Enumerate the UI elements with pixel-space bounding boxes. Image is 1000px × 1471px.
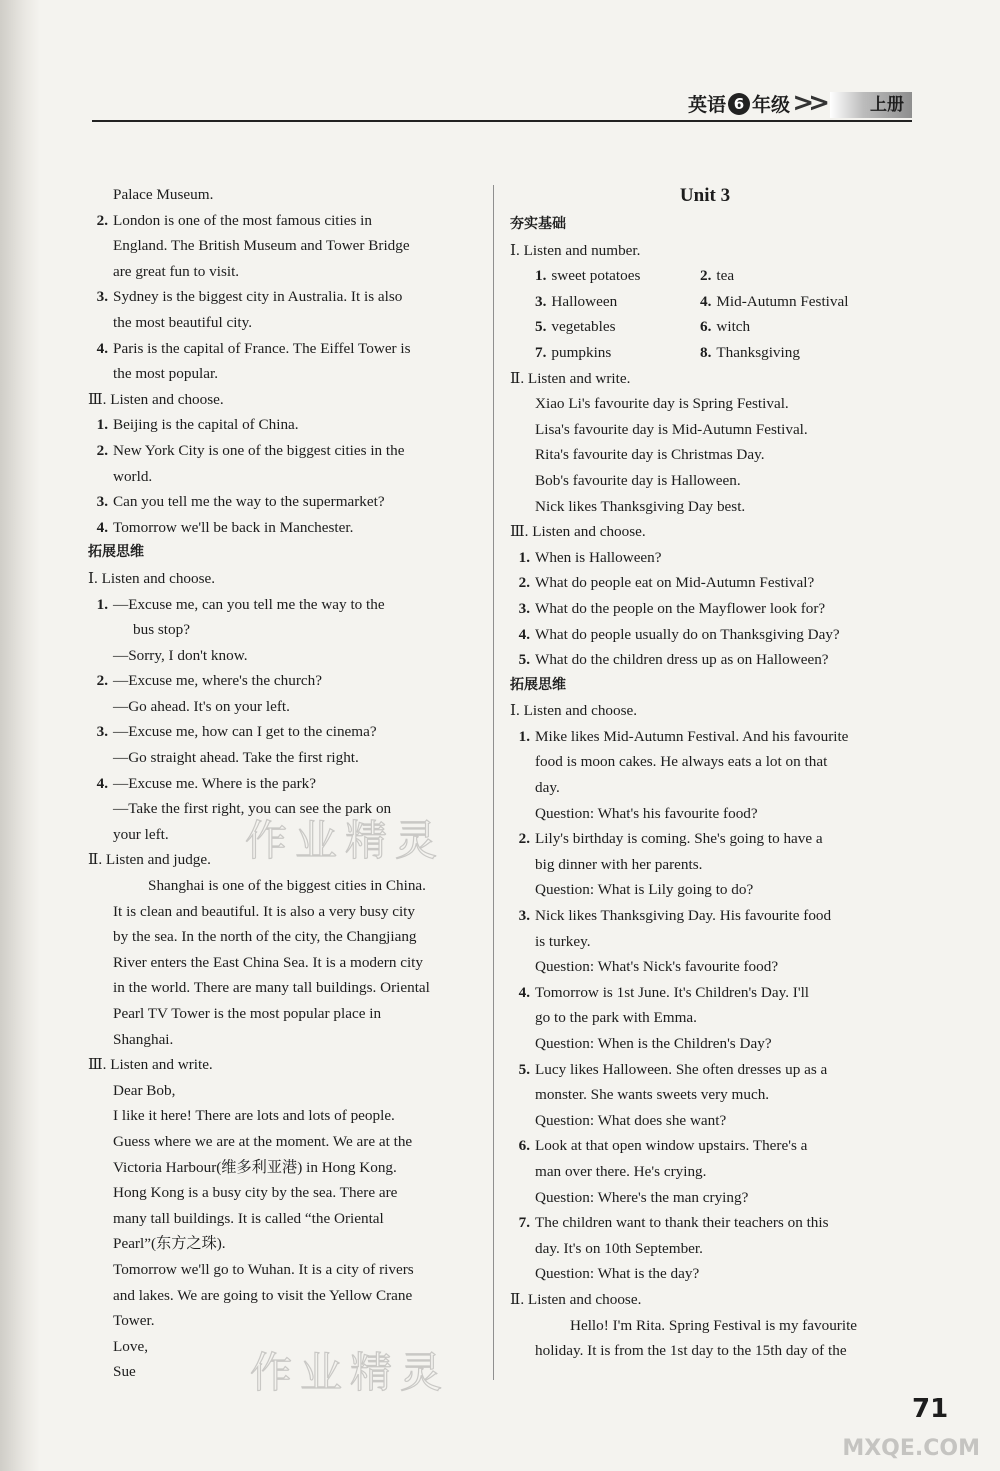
line-text: Ⅲ. Listen and choose. [510, 523, 646, 541]
line-text: —Take the first right, you can see the park on [113, 800, 392, 818]
text-line [510, 1185, 900, 1211]
item-number: 1. [518, 727, 530, 745]
line-text: the most popular. [113, 365, 219, 383]
text-line [88, 412, 478, 438]
line-text: New York City is one of the biggest cities in the [113, 441, 405, 459]
item-number: 1. [535, 267, 547, 285]
grid-row [510, 289, 900, 315]
listen-number-grid [510, 263, 900, 365]
scan-edge [0, 0, 40, 1471]
text-line [510, 877, 900, 903]
item-text: pumpkins [551, 343, 612, 361]
text-line [510, 929, 900, 955]
text-line [88, 361, 478, 387]
item-number: 2. [96, 672, 108, 690]
line-text: —Excuse me, how can I get to the cinema? [113, 723, 377, 741]
line-text: Sydney is the biggest city in Australia. It is also [113, 288, 403, 306]
line-text: Pearl TV Tower is the most popular place in [113, 1005, 382, 1022]
line-text: big dinner with her parents. [535, 855, 703, 873]
item-number: 1. [518, 548, 530, 566]
line-text: The children want to thank their teachers on this [535, 1214, 829, 1232]
item-number: 2. [96, 211, 108, 229]
exercise-heading [510, 366, 900, 392]
page-number: 71 [912, 1394, 949, 1424]
line-text: Question: What does she want? [535, 1111, 727, 1129]
line-text: —Go ahead. It's on your left. [113, 697, 290, 715]
text-line [510, 1313, 900, 1339]
grid-cell [510, 340, 700, 366]
text-line [88, 1283, 478, 1309]
item-number: 2. [700, 267, 712, 285]
text-line [510, 1159, 900, 1185]
line-text: day. [535, 779, 560, 797]
text-line [510, 724, 900, 750]
line-text: Shanghai. [113, 1030, 174, 1048]
column-divider [493, 185, 494, 1380]
item-text: sweet potatoes [551, 267, 641, 285]
item-number: 7. [518, 1214, 530, 1232]
left-column [88, 182, 478, 1385]
text-line [88, 873, 478, 899]
item-number: 3. [518, 599, 530, 617]
item-number: 7. [535, 343, 547, 361]
item-number: 2. [96, 441, 108, 459]
item-number: 5. [535, 318, 547, 336]
text-line [88, 643, 478, 669]
text-line [88, 719, 478, 745]
line-text: Nick likes Thanksgiving Day best. [535, 497, 746, 515]
text-line [88, 310, 478, 336]
line-text: What do the children dress up as on Halloween? [535, 651, 829, 669]
item-number: 4. [96, 774, 108, 792]
text-line [510, 1005, 900, 1031]
text-line [88, 438, 478, 464]
grid-cell [510, 314, 700, 340]
text-line [88, 924, 478, 950]
item-number: 1. [96, 416, 108, 434]
line-text: River enters the East China Sea. It is a modern city [113, 953, 423, 971]
text-line [510, 749, 900, 775]
line-text: by the sea. In the north of the city, the Changjiang [113, 928, 417, 946]
line-text: Question: What is Lily going to do? [535, 881, 754, 899]
text-line [510, 494, 900, 520]
text-line [510, 954, 900, 980]
item-number: 4. [518, 625, 530, 643]
text-line [510, 442, 900, 468]
text-line [510, 1108, 900, 1134]
line-text: 拓展思维 [88, 544, 144, 561]
text-line [510, 775, 900, 801]
line-text: Ⅱ. Listen and choose. [510, 1290, 642, 1308]
watermark-text: 作业精灵 [245, 816, 446, 865]
watermark-text: 作业精灵 [250, 1348, 451, 1397]
line-text: 拓展思维 [510, 676, 566, 693]
right-column-lines [510, 366, 900, 1364]
item-number: 2. [518, 830, 530, 848]
line-text: monster. She wants sweets very much. [535, 1086, 770, 1104]
text-line [510, 1236, 900, 1262]
line-text: Rita's favourite day is Christmas Day. [535, 446, 765, 464]
text-line [510, 980, 900, 1006]
line-text: Tomorrow is 1st June. It's Children's Day. I'll [535, 983, 810, 1001]
item-number: 4. [700, 292, 712, 310]
line-text: holiday. It is from the 1st day to the 15th day of the [535, 1342, 847, 1360]
line-text: Tower. [113, 1312, 155, 1330]
item-number: 6. [700, 318, 712, 336]
section-heading-basic: 夯实基础 [510, 216, 566, 232]
text-line [510, 545, 900, 571]
text-line [88, 208, 478, 234]
line-text: Question: What's Nick's favourite food? [535, 958, 779, 976]
text-line [88, 515, 478, 541]
line-text: Paris is the capital of France. The Eiffel Tower is [113, 339, 411, 357]
text-line [88, 1001, 478, 1027]
line-text: Palace Museum. [113, 186, 214, 203]
text-line [88, 745, 478, 771]
line-text: and lakes. We are going to visit the Yellow Crane [113, 1286, 413, 1304]
text-line [88, 592, 478, 618]
text-line [510, 852, 900, 878]
text-line [88, 668, 478, 694]
item-text: Halloween [551, 292, 618, 310]
line-text: —Excuse me, where's the church? [113, 672, 322, 690]
line-text: Can you tell me the way to the supermarket? [113, 493, 385, 511]
line-text: London is one of the most famous cities in [113, 211, 372, 229]
line-text: —Excuse me, can you tell me the way to the [113, 595, 385, 613]
text-line [510, 622, 900, 648]
line-text: Question: What's his favourite food? [535, 804, 758, 822]
exercise-heading: Ⅰ. Listen and number. [510, 241, 641, 259]
item-text: tea [716, 267, 735, 285]
line-text: world. [113, 467, 153, 485]
line-text: your left. [113, 825, 169, 843]
line-text: What do people usually do on Thanksgiving Day? [535, 625, 840, 643]
text-line [88, 284, 478, 310]
grid-cell [700, 314, 750, 340]
line-text: Ⅲ. Listen and write. [88, 1056, 213, 1074]
line-text: —Go straight ahead. Take the first right. [113, 749, 359, 767]
line-text: Ⅱ. Listen and write. [510, 369, 631, 387]
item-text: vegetables [551, 318, 616, 336]
line-text: is turkey. [535, 932, 591, 950]
line-text: —Excuse me. Where is the park? [113, 774, 316, 792]
line-text: Lily's birthday is coming. She's going to have a [535, 830, 823, 848]
line-text: Guess where we are at the moment. We are at the [113, 1132, 413, 1150]
line-text: When is Halloween? [535, 548, 662, 566]
text-line [510, 801, 900, 827]
line-text: bus stop? [133, 621, 190, 639]
grid-cell [510, 263, 700, 289]
text-line [510, 1210, 900, 1236]
exercise-heading [510, 1287, 900, 1313]
item-number: 4. [518, 983, 530, 1001]
section-heading [510, 673, 900, 699]
line-text: Question: When is the Children's Day? [535, 1035, 772, 1052]
text-line [510, 903, 900, 929]
volume-tab: 上册 [830, 92, 912, 118]
text-line [88, 1231, 478, 1257]
line-text: Ⅱ. Listen and judge. [88, 851, 211, 869]
section-heading [88, 540, 478, 566]
grid-cell [700, 289, 848, 315]
line-text: England. The British Museum and Tower Bridge [113, 237, 410, 255]
text-line [88, 1257, 478, 1283]
text-line [88, 182, 478, 208]
text-line [510, 1261, 900, 1287]
line-text: in the world. There are many tall buildings. Oriental [113, 979, 430, 997]
line-text: Dear Bob, [113, 1081, 176, 1099]
text-line [88, 259, 478, 285]
item-number: 5. [518, 651, 530, 669]
unit-title: Unit 3 [679, 185, 731, 206]
text-line [88, 694, 478, 720]
item-number: 3. [535, 292, 547, 310]
exercise-heading [88, 566, 478, 592]
grid-cell [510, 289, 700, 315]
text-line [88, 1078, 478, 1104]
grade-number-badge: 6 [728, 93, 750, 115]
line-text: many tall buildings. It is called “the Oriental [113, 1209, 384, 1227]
grade-suffix: 年级 [751, 94, 790, 116]
line-text: Xiao Li's favourite day is Spring Festival. [535, 395, 789, 413]
text-line [510, 1338, 900, 1364]
line-text: I like it here! There are lots and lots of people. [113, 1107, 395, 1125]
line-text: Tomorrow we'll be back in Manchester. [113, 518, 354, 536]
text-line [88, 771, 478, 797]
text-line [88, 233, 478, 259]
item-text: witch [716, 318, 751, 336]
text-line [88, 1206, 478, 1232]
exercise-heading [510, 698, 900, 724]
line-text: Shanghai is one of the biggest cities in China. [148, 877, 426, 895]
item-number: 4. [96, 339, 108, 357]
line-text: —Sorry, I don't know. [113, 646, 248, 664]
line-text: Question: Where's the man crying? [535, 1188, 749, 1206]
item-number: 3. [518, 907, 530, 925]
grid-row [510, 314, 900, 340]
line-text: Sue [113, 1363, 136, 1381]
line-text: man over there. He's crying. [535, 1162, 707, 1180]
text-line [510, 1031, 900, 1057]
header-rule [92, 120, 912, 122]
line-text: It is clean and beautiful. It is also a very busy city [113, 902, 415, 920]
double-chevron-icon: >> [792, 88, 824, 118]
line-text: Hong Kong is a busy city by the sea. There are [113, 1184, 398, 1202]
line-text: Victoria Harbour(维多利亚港) in Hong Kong. [113, 1158, 397, 1176]
text-line [88, 336, 478, 362]
item-text: Thanksgiving [716, 343, 800, 361]
item-number: 2. [518, 574, 530, 592]
text-line [88, 975, 478, 1001]
line-text: food is moon cakes. He always eats a lot on that [535, 753, 828, 771]
item-number: 6. [518, 1137, 530, 1155]
item-number: 3. [96, 493, 108, 511]
text-line [510, 1057, 900, 1083]
text-line [88, 617, 478, 643]
text-line [510, 647, 900, 673]
line-text: go to the park with Emma. [535, 1009, 697, 1027]
text-line [88, 1308, 478, 1334]
item-text: Mid-Autumn Festival [716, 292, 849, 310]
line-text: day. It's on 10th September. [535, 1239, 703, 1257]
item-number: 1. [96, 595, 108, 613]
text-line [88, 1103, 478, 1129]
line-text: Tomorrow we'll go to Wuhan. It is a city of rivers [113, 1260, 414, 1278]
line-text: Ⅲ. Listen and choose. [88, 390, 224, 408]
grid-cell [700, 263, 734, 289]
line-text: Look at that open window upstairs. There's a [535, 1137, 808, 1155]
item-number: 4. [96, 518, 108, 536]
right-column [510, 182, 900, 1364]
line-text: Pearl”(东方之珠). [113, 1235, 226, 1253]
line-text: Mike likes Mid-Autumn Festival. And his favourite [535, 727, 849, 745]
line-text: Hello! I'm Rita. Spring Festival is my favourite [570, 1316, 858, 1334]
text-line [510, 826, 900, 852]
text-line [510, 417, 900, 443]
line-text: Ⅰ. Listen and choose. [510, 702, 638, 720]
watermark-site: MXQE.COM [842, 1436, 980, 1461]
item-number: 5. [518, 1060, 530, 1078]
line-text: Bob's favourite day is Halloween. [535, 471, 741, 489]
text-line [510, 596, 900, 622]
line-text: Lisa's favourite day is Mid-Autumn Festival. [535, 420, 808, 438]
item-number: 8. [700, 343, 712, 361]
grid-cell [700, 340, 800, 366]
page-header [92, 88, 912, 122]
text-line [88, 899, 478, 925]
text-line [88, 1180, 478, 1206]
exercise-heading [88, 387, 478, 413]
text-line [510, 570, 900, 596]
line-text: Question: What is the day? [535, 1265, 700, 1283]
grid-row [510, 340, 900, 366]
line-text: What do people eat on Mid-Autumn Festival? [535, 574, 815, 592]
text-line [88, 489, 478, 515]
line-text: are great fun to visit. [113, 262, 240, 280]
line-text: Ⅰ. Listen and choose. [88, 569, 216, 587]
exercise-heading [510, 519, 900, 545]
line-text: the most beautiful city. [113, 313, 253, 331]
text-line [510, 1082, 900, 1108]
item-number: 3. [96, 288, 108, 306]
text-line [88, 1155, 478, 1181]
grid-row [510, 263, 900, 289]
header-title [688, 90, 790, 117]
text-line [88, 950, 478, 976]
line-text: Love, [113, 1337, 149, 1355]
text-line [510, 391, 900, 417]
exercise-heading [88, 1052, 478, 1078]
line-text: Beijing is the capital of China. [113, 416, 299, 434]
text-line [510, 1133, 900, 1159]
line-text: What do the people on the Mayflower look for? [535, 599, 826, 617]
text-line [88, 1027, 478, 1053]
line-text: Lucy likes Halloween. She often dresses up as a [535, 1060, 828, 1078]
text-line [88, 464, 478, 490]
line-text: Nick likes Thanksgiving Day. His favourite food [535, 907, 832, 925]
text-line [510, 468, 900, 494]
subject-label: 英语 [687, 94, 726, 116]
text-line [88, 1129, 478, 1155]
item-number: 3. [96, 723, 108, 741]
